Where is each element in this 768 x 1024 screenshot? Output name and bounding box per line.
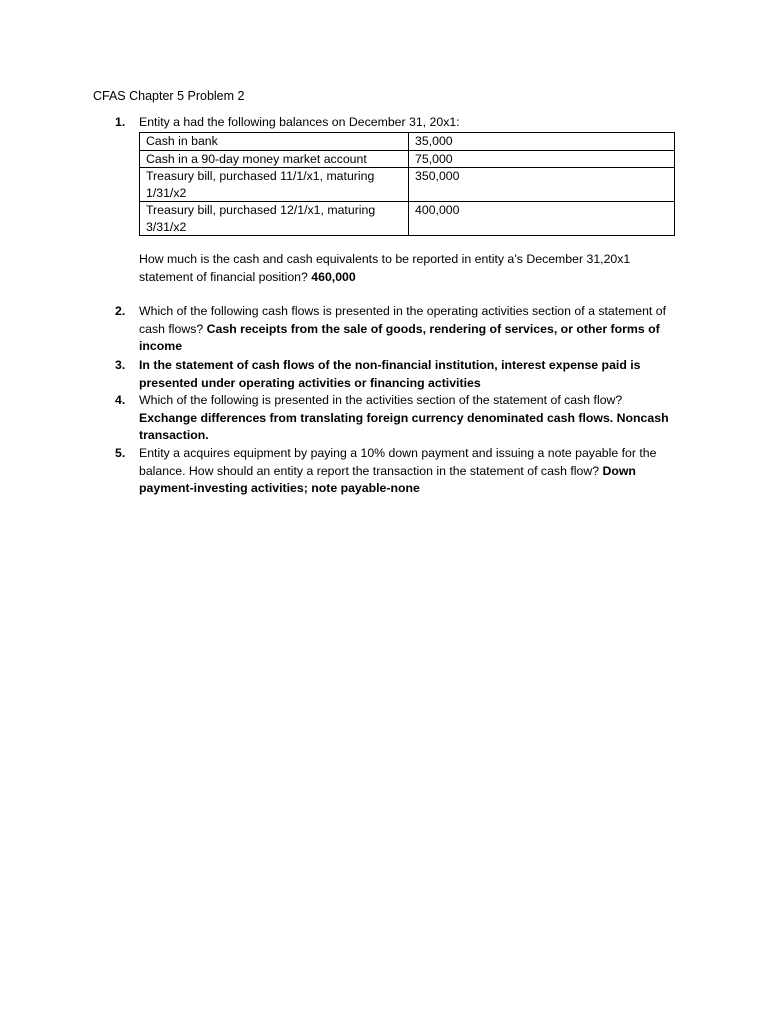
table-cell-item: Cash in bank [140, 133, 409, 151]
question-number: 3. [115, 358, 126, 372]
balances-table [139, 132, 675, 236]
question-1-question: How much is the cash and cash equivalents to be reported in entity a’s December 31,20x1 statement of financial position? [139, 252, 631, 284]
table-cell-item: Treasury bill, purchased 12/1/x1, maturing 3/31/x2 [140, 202, 409, 236]
question-1-answer: 460,000 [311, 269, 356, 284]
question-2-question: Which of the following cash flows is presented in the operating activities section of a statement of cash flows? [139, 304, 666, 336]
table-row [140, 168, 675, 202]
question-1-prompt: Entity a had the following balances on December 31, 20x1: [139, 115, 460, 129]
question-number: 4. [115, 393, 126, 407]
table-row [140, 133, 675, 151]
question-5 [115, 445, 675, 498]
question-4-answer: Exchange differences from translating foreign currency denominated cash flows. Noncash transaction. [139, 410, 669, 443]
table-cell-item: Cash in a 90-day money market account [140, 150, 409, 168]
document-title: CFAS Chapter 5 Problem 2 [93, 89, 245, 103]
question-5-answer: Down payment-investing activities; note payable-none [139, 463, 636, 496]
question-1 [115, 114, 675, 132]
question-2-answer: Cash receipts from the sale of goods, rendering of services, or other forms of income [139, 321, 660, 354]
table-cell-item: Treasury bill, purchased 11/1/x1, maturing 1/31/x2 [140, 168, 409, 202]
question-4 [115, 392, 675, 445]
question-number: 2. [115, 304, 126, 318]
question-4-question: Which of the following is presented in the activities section of the statement of cash flow? [139, 393, 623, 407]
question-5-question: Entity a acquires equipment by paying a 10% down payment and issuing a note payable for the balance. How should an entity a report the transaction in the statement of cash flow? [139, 446, 657, 478]
question-3 [115, 357, 675, 392]
question-3-text: In the statement of cash flows of the non-financial institution, interest expense paid is presented under operating activities or financing activities [139, 358, 641, 390]
question-2 [115, 303, 675, 356]
question-1-followup [139, 251, 675, 286]
question-number: 1. [115, 115, 126, 129]
table-cell-amount: 400,000 [409, 202, 675, 236]
table-cell-amount: 75,000 [409, 150, 675, 168]
table-cell-amount: 35,000 [409, 133, 675, 151]
table-row [140, 202, 675, 236]
table-row [140, 150, 675, 168]
table-cell-amount: 350,000 [409, 168, 675, 202]
question-number: 5. [115, 446, 126, 460]
